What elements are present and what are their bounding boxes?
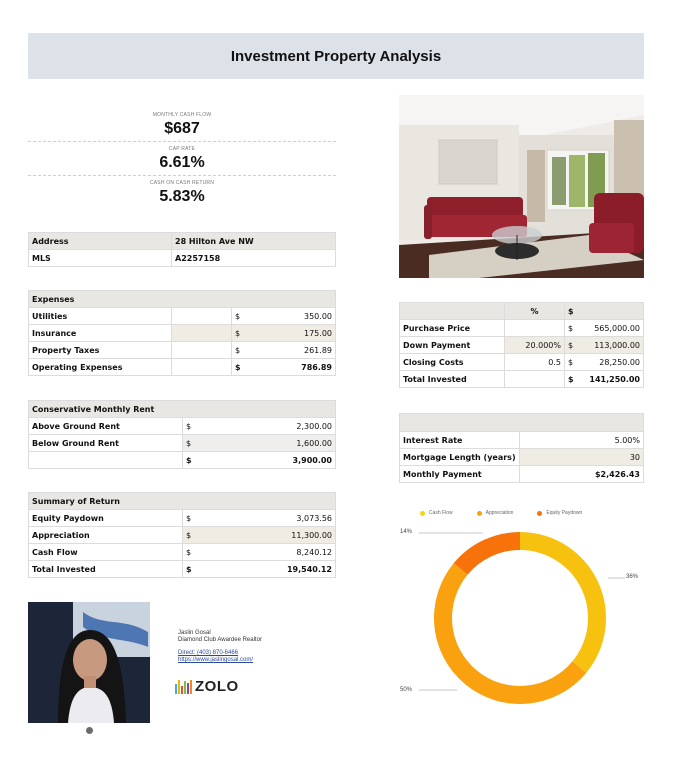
headshot-image: [28, 602, 150, 723]
realtor-name: Jaslin Gosal: [178, 630, 211, 636]
cell-currency: $: [232, 359, 246, 376]
title-bar: [28, 33, 644, 79]
purchase-table: [399, 302, 644, 388]
kpi-cap-rate: [28, 145, 336, 174]
cell-value: 5.00%: [519, 432, 643, 449]
property-photo: [399, 95, 644, 278]
realtor-headshot: [28, 602, 150, 723]
cell-currency: $: [183, 418, 197, 435]
slice-label-equity-paydown: 14%: [400, 529, 413, 535]
cell-value: 141,250.00: [579, 371, 644, 388]
table-title: Conservative Monthly Rent: [29, 401, 336, 418]
zolo-logo: [175, 678, 239, 695]
cell-currency: $: [183, 452, 197, 469]
cell-label: Property Taxes: [29, 342, 172, 359]
cell-currency: $: [183, 527, 197, 544]
legend-item-appreciation: [477, 510, 514, 516]
table-header-row: [29, 401, 336, 418]
expenses-table: [28, 290, 336, 376]
table-row: [29, 452, 336, 469]
cell-percent: [505, 320, 565, 337]
cell-currency: $: [232, 308, 246, 325]
kpi-value: 5.83%: [159, 188, 205, 205]
cell-label: Mortgage Length (years): [400, 449, 520, 466]
kpi-cash-on-cash-return: [28, 179, 336, 208]
kpi-value: 6.61%: [159, 154, 205, 171]
cell-label: Down Payment: [400, 337, 505, 354]
cell-empty: [400, 414, 644, 432]
cell-label: Total Invested: [400, 371, 505, 388]
legend-swatch: [537, 511, 542, 516]
kpi-monthly-cash-flow: [28, 111, 336, 140]
legend-item-equity-paydown: [537, 510, 582, 516]
table-row: [29, 325, 336, 342]
cell-label: Above Ground Rent: [29, 418, 183, 435]
cell-percent: [505, 371, 565, 388]
table-row: [29, 544, 336, 561]
table-row: [400, 371, 644, 388]
divider: [28, 141, 336, 142]
cell-percent: 0.5: [505, 354, 565, 371]
legend-label: Cash Flow: [429, 510, 453, 516]
table-row: [29, 561, 336, 578]
table-row: [29, 435, 336, 452]
cell-empty: [400, 303, 505, 320]
divider: [28, 175, 336, 176]
cell-label: Appreciation: [29, 527, 183, 544]
cell-empty: [172, 359, 232, 376]
cell-label: Total Invested: [29, 561, 183, 578]
rent-table: [28, 400, 336, 469]
column-header-dollar: $: [565, 303, 579, 320]
cell-label: Insurance: [29, 325, 172, 342]
cell-value: A2257158: [172, 250, 336, 267]
cell-label: Below Ground Rent: [29, 435, 183, 452]
legend-label: Appreciation: [485, 510, 514, 516]
cell-currency: $: [183, 435, 197, 452]
slice-label-appreciation: 50%: [400, 687, 413, 693]
realtor-phone-link[interactable]: Direct: (403) 870-6466: [178, 650, 239, 656]
cell-label: Purchase Price: [400, 320, 505, 337]
cell-label: [29, 452, 183, 469]
cell-value: 786.89: [246, 359, 336, 376]
pagination-dot[interactable]: [86, 727, 93, 734]
cell-currency: $: [183, 544, 197, 561]
table-title: Expenses: [29, 291, 336, 308]
cell-percent: 20.000%: [505, 337, 565, 354]
table-row: [400, 320, 644, 337]
cell-value: $2,426.43: [519, 466, 643, 483]
cell-value: 350.00: [246, 308, 336, 325]
cell-value: 3,073.56: [197, 510, 336, 527]
table-row: [29, 308, 336, 325]
cell-empty: [579, 303, 644, 320]
table-title: Summary of Return: [29, 493, 336, 510]
table-header-row: [29, 493, 336, 510]
cell-value: 565,000.00: [579, 320, 644, 337]
realtor-website-link[interactable]: https://www.jaslingosal.com/: [178, 657, 254, 663]
cell-currency: $: [565, 320, 579, 337]
table-row: [29, 418, 336, 435]
cell-value: 261.89: [246, 342, 336, 359]
cell-currency: $: [183, 510, 197, 527]
cell-value: 2,300.00: [197, 418, 336, 435]
cell-value: 8,240.12: [197, 544, 336, 561]
kpi-value: $687: [164, 120, 200, 137]
kpi-label: CASH ON CASH RETURN: [149, 180, 215, 186]
cell-currency: $: [183, 561, 197, 578]
kpi-label: MONTHLY CASH FLOW: [152, 112, 212, 118]
cell-currency: $: [565, 337, 579, 354]
cell-label: Utilities: [29, 308, 172, 325]
table-row: [29, 359, 336, 376]
cell-label: Operating Expenses: [29, 359, 172, 376]
legend-swatch: [477, 511, 482, 516]
property-table: [28, 232, 336, 267]
table-row: [29, 250, 336, 267]
cell-label: Cash Flow: [29, 544, 183, 561]
realtor-info: [178, 630, 262, 664]
table-row: [29, 527, 336, 544]
kpi-label: CAP RATE: [168, 146, 196, 152]
zolo-wordmark: ZOLO: [195, 678, 239, 695]
cell-value: 113,000.00: [579, 337, 644, 354]
donut-slice-appreciation: [434, 563, 586, 704]
cell-empty: [172, 342, 232, 359]
cell-currency: $: [232, 325, 246, 342]
mortgage-table: [399, 413, 644, 483]
cell-value: 28 Hilton Ave NW: [172, 233, 336, 250]
donut-slice-cash-flow: [520, 532, 606, 673]
cell-value: 19,540.12: [197, 561, 336, 578]
column-header-percent: %: [505, 303, 565, 320]
table-header-row: [400, 303, 644, 320]
table-header-row: [29, 291, 336, 308]
cell-label: Equity Paydown: [29, 510, 183, 527]
table-row: [400, 466, 644, 483]
cell-label: Closing Costs: [400, 354, 505, 371]
cell-currency: $: [232, 342, 246, 359]
cell-value: 30: [519, 449, 643, 466]
table-row: [400, 432, 644, 449]
summary-table: [28, 492, 336, 578]
legend-item-cash-flow: [420, 510, 453, 516]
table-header-row: [400, 414, 644, 432]
chart-legend: [420, 508, 630, 518]
table-row: [400, 354, 644, 371]
table-row: [29, 233, 336, 250]
cell-value: 3,900.00: [197, 452, 336, 469]
cell-empty: [172, 308, 232, 325]
cell-value: 175.00: [246, 325, 336, 342]
table-row: [29, 510, 336, 527]
zolo-bars-icon: [175, 680, 192, 694]
page-title: Investment Property Analysis: [230, 47, 442, 65]
kpi-block: [28, 108, 336, 208]
cell-label: Interest Rate: [400, 432, 520, 449]
cell-label: Monthly Payment: [400, 466, 520, 483]
living-room-image: [399, 95, 644, 278]
cell-label: MLS: [29, 250, 172, 267]
cell-value: 1,600.00: [197, 435, 336, 452]
slice-label-cash-flow: 36%: [626, 574, 639, 580]
cell-label: Address: [29, 233, 172, 250]
return-donut-chart: [395, 520, 650, 720]
donut-slice-equity-paydown: [454, 532, 520, 575]
table-row: [400, 449, 644, 466]
realtor-title: Diamond Club Awardee Realtor: [178, 637, 262, 643]
cell-currency: $: [565, 371, 579, 388]
cell-value: 11,300.00: [197, 527, 336, 544]
donut-svg: [395, 520, 650, 720]
legend-label: Equity Paydown: [546, 510, 583, 516]
cell-value: 28,250.00: [579, 354, 644, 371]
cell-currency: $: [565, 354, 579, 371]
table-row: [29, 342, 336, 359]
cell-empty: [172, 325, 232, 342]
table-row: [400, 337, 644, 354]
legend-swatch: [420, 511, 425, 516]
